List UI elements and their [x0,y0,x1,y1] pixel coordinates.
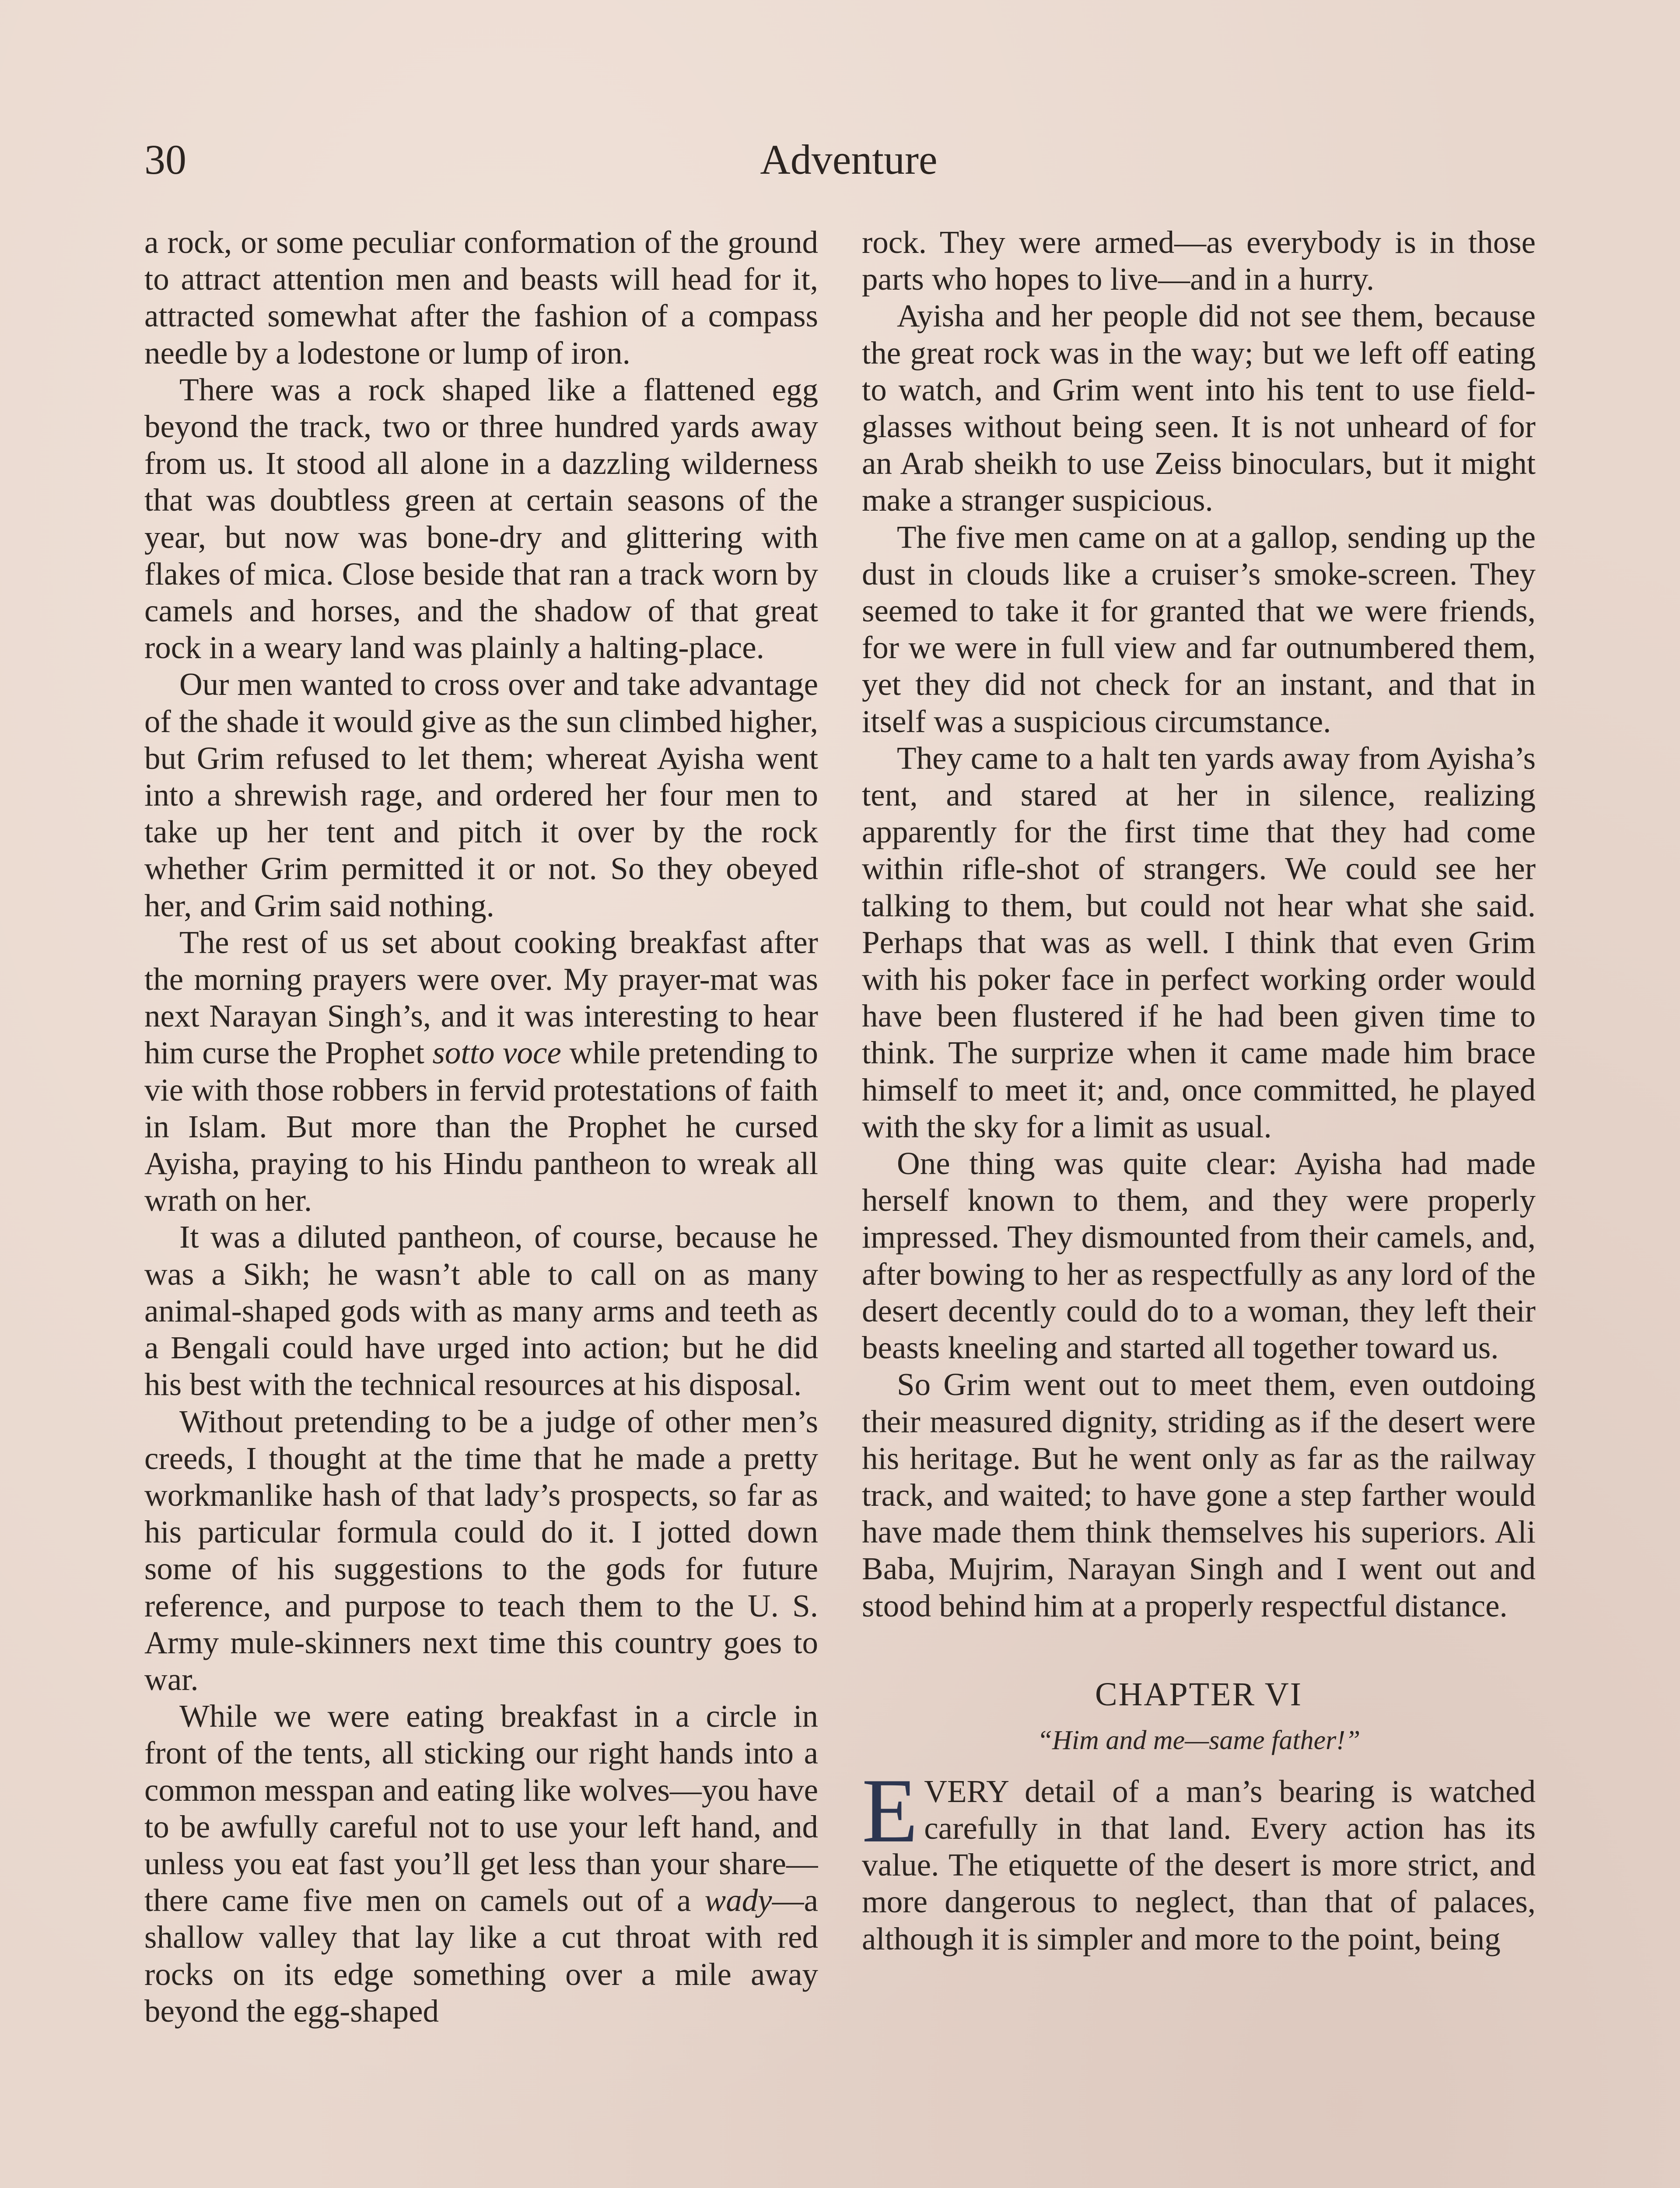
paragraph: One thing was quite clear: Ayisha had made herself known to them, and they were properly impressed. They dismounted from their camels, and, after bowing to her as respectfully as any lord of the desert decently could do to a woman, they left their beasts kneeling and started all together toward us. [862,1146,1536,1366]
paragraph: Ayisha and her people did not see them, because the great rock was in the way; but we left off eating to watch, and Grim went into his tent to use field-glasses without being seen. It is not unheard of for an Arab sheikh to use Zeiss binoculars, but it might make a stranger suspicious. [862,298,1536,518]
paragraph: The five men came on at a gallop, sending up the dust in clouds like a cruiser’s smoke-screen. They seemed to take it for granted that we were friends, for we were in full view and far outnumbered them, yet they did not check for an instant, and that in itself was a suspicious circumstance. [862,519,1536,739]
paragraph: Without pretending to be a judge of other men’s creeds, I thought at the time that he made a pretty workmanlike hash of that lady’s prospects, so far as his particular formula could do it. I jotted down some of his suggestions to the gods for future reference, and purpose to teach them to the U. S. Army mule-skinners next time this country goes to war. [144,1403,818,1697]
paragraph: It was a diluted pantheon, of course, because he was a Sikh; he wasn’t able to call on as many animal-shaped gods with as many arms and teeth as a Bengali could have urged into action; but he did his best with the technical resources at his disposal. [144,1219,818,1403]
italic-text: sotto voce [432,1035,561,1071]
drop-cap: E [862,1760,918,1862]
paragraph: So Grim went out to meet them, even outdoing their measured dignity, striding as if the desert were his heritage. But he went only as far as the railway track, and waited; to have gone a step farther would have made them think themselves his superiors. Ali Baba, Mujrim, Narayan Singh and I went out and stood behind him at a properly respectful distance. [862,1367,1536,1623]
paragraph [144,924,818,1219]
paragraph: They came to a halt ten yards away from Ayisha’s tent, and stared at her in silence, realizing apparently for the first time that they had come within rifle-shot of strangers. We could see her talking to them, but could not hear what she said. Perhaps that was as well. I think that even Grim with his poker face in perfect working order would have been flustered if he had been given time to think. The surprize when it came made him brace himself to meet it; and, once committed, he played with the sky for a limit as usual. [862,740,1536,1144]
text-run: The rest of us set about cooking breakfast after the morning prayers were over. My prayer-mat was next Narayan Singh’s, and it was interesting to hear him curse the Prophet [144,924,818,1071]
paragraph: a rock, or some peculiar conformation of the ground to attract attention men and beasts will head for it, attracted somewhat after the fashion of a compass needle by a lodestone or lump of iron. [144,224,818,371]
running-title: Adventure [760,136,938,183]
chapter-subtitle: “Him and me—same father!” [1037,1725,1361,1755]
paragraph [144,1698,818,2030]
italic-text: wady [704,1883,772,1918]
left-column [144,224,818,2188]
chapter-opening-paragraph [862,1760,1536,1957]
text-run: VERY detail of a man’s bearing is watched carefully in that land. Every action has its value. The etiquette of the desert is more strict, and more dangerous to neglect, than that of palaces, although it is simpler and more to the point, being [862,1773,1536,1957]
text-run: While we were eating breakfast in a circle in front of the tents, all sticking our right hands into a common messpan and eating like wolves—you have to be awfully careful not to use your left hand, and unless you eat fast you’ll get less than your share—there came five men on camels out of a [144,1698,818,1918]
paragraph: Our men wanted to cross over and take advantage of the shade it would give as the sun climbed higher, but Grim refused to let them; whereat Ayisha went into a shrewish rage, and ordered her four men to take up her tent and pitch it over by the rock whether Grim permitted it or not. So they obeyed her, and Grim said nothing. [144,666,818,923]
paragraph: rock. They were armed—as everybody is in those parts who hopes to live—and in a hurry. [862,224,1536,297]
page-header [144,127,1553,193]
right-column [862,224,1536,2188]
page-number: 30 [144,136,186,183]
paragraph: There was a rock shaped like a flattened egg beyond the track, two or three hundred yards away from us. It stood all alone in a dazzling wilderness that was doubtless green at certain seasons of the year, but now was bone-dry and glittering with flakes of mica. Close beside that ran a track worn by camels and horses, and the shadow of that great rock in a weary land was plainly a halting-place. [144,372,818,666]
text-run: —a shallow valley that lay like a cut throat with red rocks on its edge something over a mile away beyond the egg-shaped [144,1883,818,2029]
chapter-heading: CHAPTER VI [1095,1676,1303,1713]
text-run: while pretending to vie with those robbers in fervid protestations of faith in Islam. But more than the Prophet he cursed Ayisha, praying to his Hindu pantheon to wreak all wrath on her. [144,1035,818,1218]
